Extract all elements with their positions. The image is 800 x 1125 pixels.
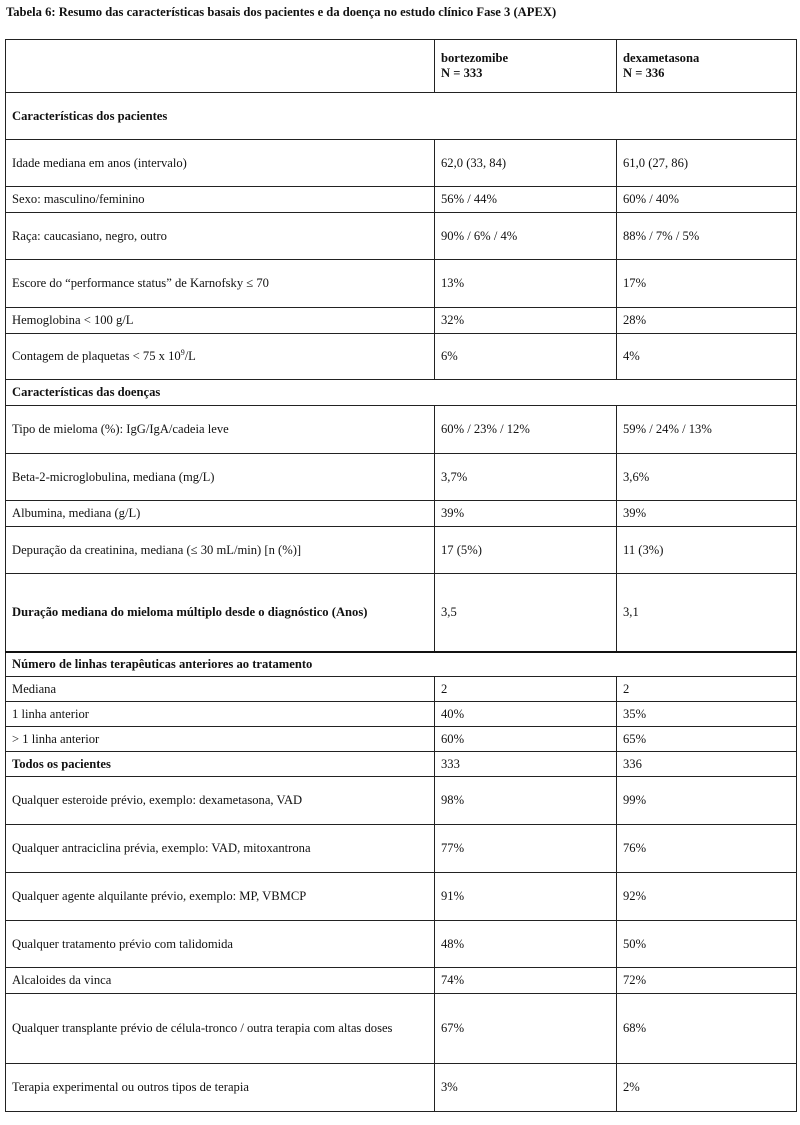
table-row — [6, 501, 797, 527]
dexametasona-value: 92% — [617, 873, 797, 921]
table-caption: Tabela 6: Resumo das características basais dos pacientes e da doença no estudo clínico Fase 3 (APEX) — [6, 5, 557, 19]
row-label: Alcaloides da vinca — [6, 968, 435, 994]
header-dexametasona-name: dexametasona — [623, 51, 700, 65]
row-label: 1 linha anterior — [6, 702, 435, 727]
dexametasona-value: 11 (3%) — [617, 527, 797, 574]
bortezomibe-value: 60% — [435, 727, 617, 752]
bortezomibe-value: 74% — [435, 968, 617, 994]
table-row — [6, 1064, 797, 1112]
row-label: Hemoglobina < 100 g/L — [6, 308, 435, 334]
dexametasona-value: 17% — [617, 260, 797, 308]
header-empty-cell — [6, 40, 435, 93]
dexametasona-value: 3,6% — [617, 454, 797, 501]
header-bortezomibe — [435, 40, 617, 93]
table-row — [6, 702, 797, 727]
bortezomibe-value: 48% — [435, 921, 617, 968]
row-label: Qualquer tratamento prévio com talidomida — [6, 921, 435, 968]
bortezomibe-value: 17 (5%) — [435, 527, 617, 574]
row-label: Raça: caucasiano, negro, outro — [6, 213, 435, 260]
dexametasona-value: 35% — [617, 702, 797, 727]
bortezomibe-value: 77% — [435, 825, 617, 873]
bortezomibe-value: 90% / 6% / 4% — [435, 213, 617, 260]
section-title: Número de linhas terapêuticas anteriores ao tratamento — [6, 652, 797, 677]
row-label: Beta-2-microglobulina, mediana (mg/L) — [6, 454, 435, 501]
bortezomibe-value: 56% / 44% — [435, 187, 617, 213]
table-row — [6, 752, 797, 777]
row-label: Tipo de mieloma (%): IgG/IgA/cadeia leve — [6, 406, 435, 454]
section-row — [6, 380, 797, 406]
table-row — [6, 140, 797, 187]
bortezomibe-value: 2 — [435, 677, 617, 702]
bortezomibe-value: 13% — [435, 260, 617, 308]
row-label: Mediana — [6, 677, 435, 702]
dexametasona-value: 336 — [617, 752, 797, 777]
row-label: Terapia experimental ou outros tipos de terapia — [6, 1064, 435, 1112]
row-label-text: Contagem de plaquetas < 75 x 10 — [12, 349, 181, 363]
row-label-unit: /L — [184, 349, 196, 363]
row-label — [6, 334, 435, 380]
table-row — [6, 873, 797, 921]
dexametasona-value: 50% — [617, 921, 797, 968]
row-label: Qualquer esteroide prévio, exemplo: dexametasona, VAD — [6, 777, 435, 825]
table-row — [6, 825, 797, 873]
row-label: Idade mediana em anos (intervalo) — [6, 140, 435, 187]
table-row — [6, 921, 797, 968]
row-label: Duração mediana do mieloma múltiplo desde o diagnóstico (Anos) — [6, 574, 435, 652]
header-row — [6, 40, 797, 93]
table-row — [6, 994, 797, 1064]
row-label: Todos os pacientes — [6, 752, 435, 777]
table-row — [6, 574, 797, 652]
table-row — [6, 727, 797, 752]
dexametasona-value: 76% — [617, 825, 797, 873]
header-bortezomibe-name: bortezomibe — [441, 51, 509, 65]
header-dexametasona — [617, 40, 797, 93]
row-label: Escore do “performance status” de Karnofsky ≤ 70 — [6, 260, 435, 308]
section-title: Características das doenças — [6, 380, 797, 406]
dexametasona-value: 99% — [617, 777, 797, 825]
bortezomibe-value: 6% — [435, 334, 617, 380]
header-dexametasona-n: N = 336 — [623, 66, 665, 80]
section-row — [6, 652, 797, 677]
bortezomibe-value: 91% — [435, 873, 617, 921]
dexametasona-value: 59% / 24% / 13% — [617, 406, 797, 454]
bortezomibe-value: 3,7% — [435, 454, 617, 501]
section-title: Características dos pacientes — [6, 93, 797, 140]
dexametasona-value: 2 — [617, 677, 797, 702]
table-row — [6, 187, 797, 213]
bortezomibe-value: 32% — [435, 308, 617, 334]
bortezomibe-value: 60% / 23% / 12% — [435, 406, 617, 454]
dexametasona-value: 72% — [617, 968, 797, 994]
bortezomibe-value: 67% — [435, 994, 617, 1064]
table-row — [6, 308, 797, 334]
dexametasona-value: 3,1 — [617, 574, 797, 652]
table-row — [6, 454, 797, 501]
bortezomibe-value: 40% — [435, 702, 617, 727]
header-bortezomibe-n: N = 333 — [441, 66, 483, 80]
table-row — [6, 527, 797, 574]
dexametasona-value: 2% — [617, 1064, 797, 1112]
baseline-characteristics-table — [5, 39, 797, 1112]
dexametasona-value: 88% / 7% / 5% — [617, 213, 797, 260]
row-label: Qualquer agente alquilante prévio, exemplo: MP, VBMCP — [6, 873, 435, 921]
bortezomibe-value: 333 — [435, 752, 617, 777]
table-row — [6, 260, 797, 308]
row-label: Depuração da creatinina, mediana (≤ 30 mL/min) [n (%)] — [6, 527, 435, 574]
bortezomibe-value: 39% — [435, 501, 617, 527]
dexametasona-value: 4% — [617, 334, 797, 380]
table-row — [6, 213, 797, 260]
table-row — [6, 968, 797, 994]
table-row — [6, 406, 797, 454]
table-row — [6, 334, 797, 380]
dexametasona-value: 61,0 (27, 86) — [617, 140, 797, 187]
table-row — [6, 777, 797, 825]
dexametasona-value: 60% / 40% — [617, 187, 797, 213]
row-label: > 1 linha anterior — [6, 727, 435, 752]
bortezomibe-value: 62,0 (33, 84) — [435, 140, 617, 187]
row-label: Qualquer transplante prévio de célula-tronco / outra terapia com altas doses — [6, 994, 435, 1064]
dexametasona-value: 28% — [617, 308, 797, 334]
bortezomibe-value: 3% — [435, 1064, 617, 1112]
table-row — [6, 677, 797, 702]
bortezomibe-value: 3,5 — [435, 574, 617, 652]
row-label-superscript: 9 — [180, 347, 185, 357]
row-label: Albumina, mediana (g/L) — [6, 501, 435, 527]
dexametasona-value: 39% — [617, 501, 797, 527]
section-row — [6, 93, 797, 140]
bortezomibe-value: 98% — [435, 777, 617, 825]
dexametasona-value: 65% — [617, 727, 797, 752]
row-label: Sexo: masculino/feminino — [6, 187, 435, 213]
row-label: Qualquer antraciclina prévia, exemplo: VAD, mitoxantrona — [6, 825, 435, 873]
dexametasona-value: 68% — [617, 994, 797, 1064]
